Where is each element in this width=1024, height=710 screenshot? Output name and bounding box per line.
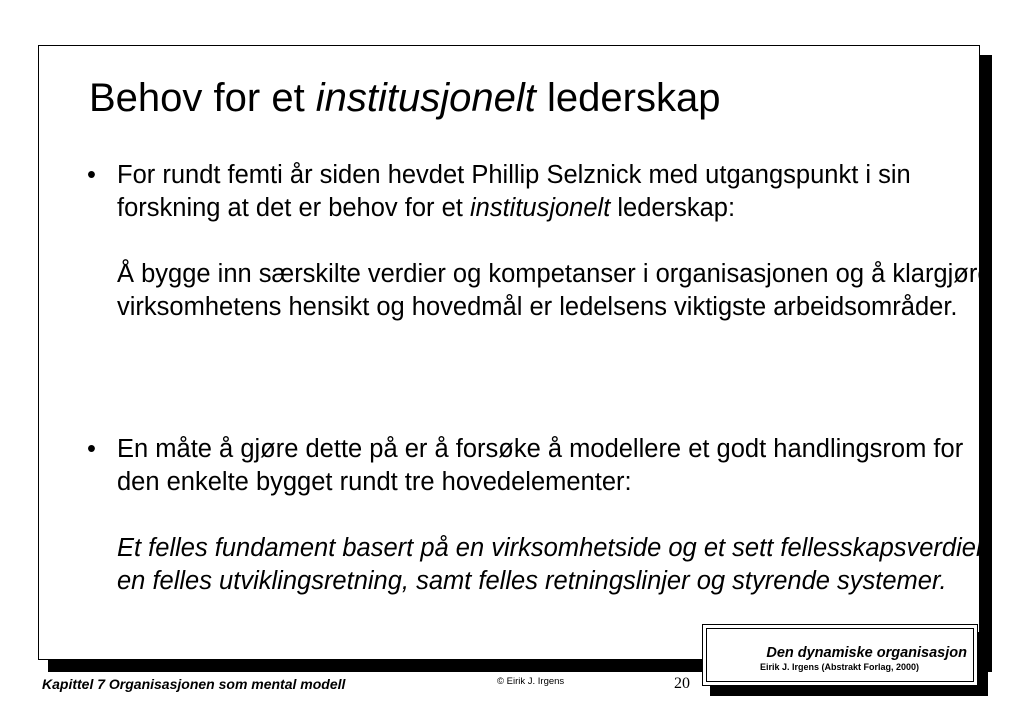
book-infobox: [702, 624, 978, 686]
bullet-intro-text: For rundt femti år siden hevdet Phillip Selznick med utgangspunkt i sin forskning at det er behov for et: [117, 161, 911, 222]
book-author: Eirik J. Irgens (Abstrakt Forlag, 2000): [759, 662, 919, 672]
book-infobox-inner: [706, 628, 974, 682]
title-emphasis: institusjonelt: [315, 76, 536, 120]
footer-chapter: Kapittel 7 Organisasjonen som mental modell: [42, 676, 346, 692]
title-end: lederskap: [535, 76, 721, 120]
bullet-intro: En måte å gjøre dette på er å forsøke å modellere et godt handlingsrom for den enkelte bygget rundt tre hovedelementer:: [117, 435, 964, 496]
bullet-emphasis: institusjonelt: [469, 194, 611, 222]
page-number: 20: [674, 675, 690, 692]
bullet-text: [117, 433, 997, 598]
bullet-marker: •: [87, 435, 96, 463]
bullet-marker: •: [87, 161, 96, 189]
bullet-intro-end: lederskap:: [610, 194, 736, 222]
bullet-quote: Å bygge inn særskilte verdier og kompetanser i organisasjonen og å klargjøre virksomhetens hensikt og hovedmål er ledelsens viktigste arbeidsområder.: [117, 260, 992, 321]
bullet-intro: [117, 159, 997, 225]
footer-copyright: © Eirik J. Irgens: [497, 676, 565, 687]
slide-frame: [38, 45, 992, 660]
bullet-quote-italic: Et felles fundament basert på en virksomhetside og et sett fellesskapsverdier, en felles utviklingsretning, samt felles retningslinjer og styrende systemer.: [117, 534, 991, 595]
slide-title: [89, 74, 720, 122]
bullet-quote: [117, 532, 997, 598]
book-title: Den dynamiske organisasjon: [766, 645, 967, 661]
title-start: Behov for et: [89, 76, 316, 120]
bullet-text: [117, 159, 997, 324]
